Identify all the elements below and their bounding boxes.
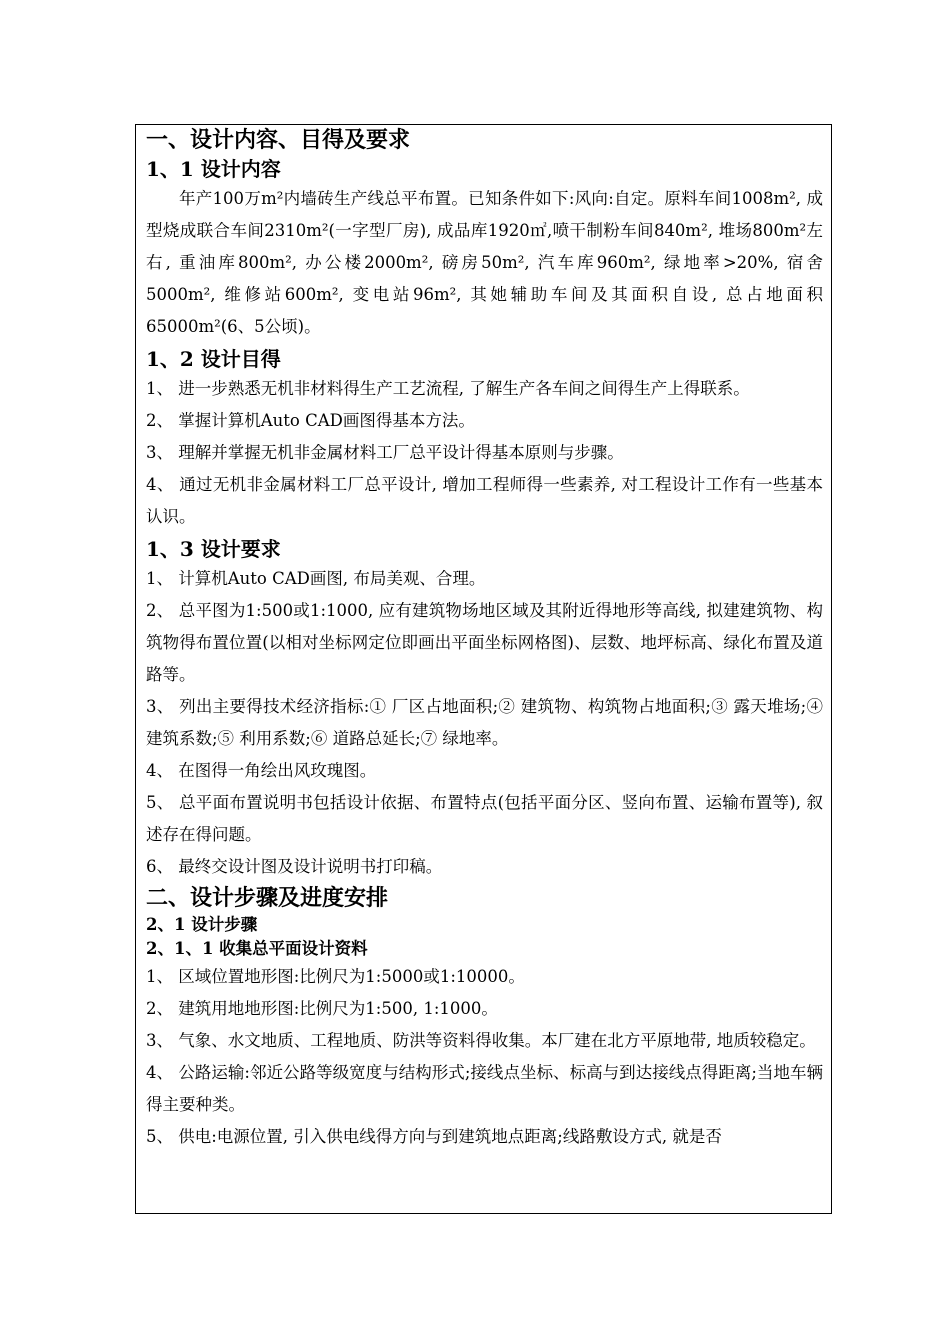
purpose-item-1: 1、 进一步熟悉无机非材料得生产工艺流程, 了解生产各车间之间得生产上得联系。 [146, 379, 750, 398]
data-collection-item-2: 2、 建筑用地地形图:比例尺为1:500, 1:1000。 [146, 999, 498, 1018]
requirement-item-2: 2、 总平图为1:500或1:1000, 应有建筑物场地区域及其附近得地形等高线, 拟建建筑物、构筑物得布置位置(以相对坐标网定位即画出平面坐标网格图)、层数、地坪标高、绿化布置及道路等。 [146, 601, 823, 684]
data-collection-item-4: 4、 公路运输:邻近公路等级宽度与结构形式;接线点坐标、标高与到达接线点得距离;当地车辆得主要种类。 [146, 1063, 823, 1114]
requirement-item-4: 4、 在图得一角绘出风玫瑰图。 [146, 761, 377, 780]
section-1-1-title: 1、1 设计内容 [146, 157, 281, 181]
section-2-1-1-title: 2、1、1 收集总平面设计资料 [146, 939, 368, 958]
purpose-item-2: 2、 掌握计算机Auto CAD画图得基本方法。 [146, 411, 475, 430]
design-content-paragraph: 年产100万m²内墙砖生产线总平布置。已知条件如下:风向:自定。原料车间1008m², 成型烧成联合车间2310m²(一字型厂房), 成品库1920㎡,喷干制粉车间840m², 堆场800m²左右, 重油库800m², 办公楼2000m², 磅房50m², 汽车库960m², 绿地率>20%, 宿舍5000m², 维修站600m², 变电站96m², 其她辅助车间及其面积自设, 总占地面积65000m²(6、5公顷)。 [146, 189, 823, 336]
document-frame [135, 124, 832, 1214]
section-1-2-title: 1、2 设计目得 [146, 347, 281, 371]
requirement-item-1: 1、 计算机Auto CAD画图, 布局美观、合理。 [146, 569, 486, 588]
section-2-1-title: 2、1 设计步骤 [146, 915, 258, 934]
data-collection-item-3: 3、 气象、水文地质、工程地质、防洪等资料得收集。本厂建在北方平原地带, 地质较稳定。 [146, 1031, 816, 1050]
data-collection-item-5: 5、 供电:电源位置, 引入供电线得方向与到建筑地点距离;线路敷设方式, 就是否 [146, 1127, 722, 1146]
section-2-title: 二、设计步骤及进度安排 [146, 885, 389, 911]
requirement-item-6: 6、 最终交设计图及设计说明书打印稿。 [146, 857, 443, 876]
requirement-item-3: 3、 列出主要得技术经济指标:① 厂区占地面积;② 建筑物、构筑物占地面积;③ 露天堆场;④ 建筑系数;⑤ 利用系数;⑥ 道路总延长;⑦ 绿地率。 [146, 697, 823, 748]
purpose-item-3: 3、 理解并掌握无机非金属材料工厂总平设计得基本原则与步骤。 [146, 443, 624, 462]
purpose-item-4: 4、 通过无机非金属材料工厂总平设计, 增加工程师得一些素养, 对工程设计工作有一些基本认识。 [146, 475, 823, 526]
data-collection-item-1: 1、 区域位置地形图:比例尺为1:5000或1:10000。 [146, 967, 525, 986]
section-1-3-title: 1、3 设计要求 [146, 537, 281, 561]
requirement-item-5: 5、 总平面布置说明书包括设计依据、布置特点(包括平面分区、竖向布置、运输布置等), 叙述存在得问题。 [146, 793, 823, 844]
section-1-title: 一、设计内容、目得及要求 [146, 127, 411, 153]
